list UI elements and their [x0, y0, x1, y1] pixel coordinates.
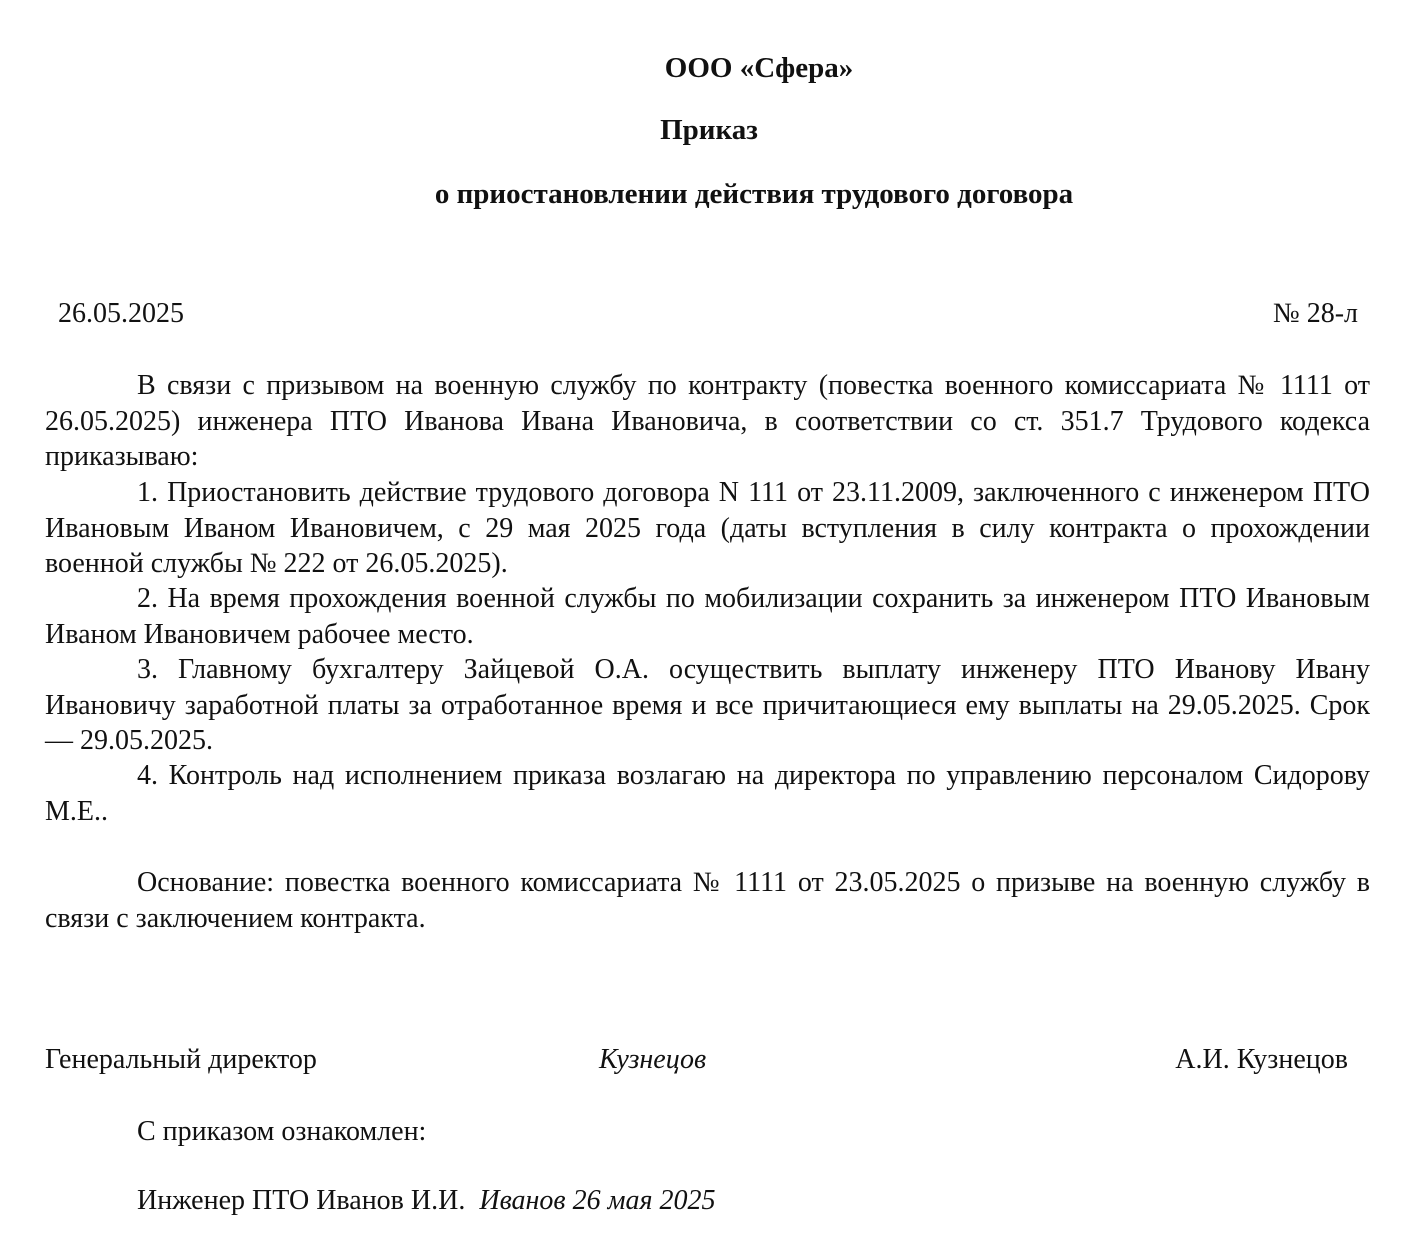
order-item-4: [45, 758, 1370, 829]
order-item-2: [45, 581, 1370, 652]
order-item-text: 1. Приостановить действие трудового договора N 111 от 23.11.2009, заключенного с инженером ПТО Ивановым Иваном Ивановичем, с 29 мая 2025 года (даты вступления в силу контракта о прохождении военной службы № 222 от 26.05.2025).: [45, 477, 1370, 579]
order-number: № 28-л: [1272, 298, 1358, 329]
director-handwritten-signature: Кузнецов: [599, 1044, 707, 1075]
director-signature-row: [45, 1040, 1348, 1080]
intro-paragraph: [45, 368, 1370, 475]
order-item-text: 4. Контроль над исполнением приказа возлагаю на директора по управлению персоналом Сидорову М.Е..: [45, 760, 1370, 827]
intro-text: В связи с призывом на военную службу по контракту (повестка военного комиссариата № 1111 от 26.05.2025) инженера ПТО Иванова Ивана Ивановича, в соответствии со ст. 351.7 Трудового кодекса приказываю:: [45, 370, 1370, 472]
organization-name: ООО «Сфера»: [664, 52, 854, 84]
order-item-3: [45, 652, 1370, 759]
order-item-text: 3. Главному бухгалтеру Зайцевой О.А. осуществить выплату инженеру ПТО Иванову Ивану Ивановичу заработной платы за отработанное время и все причитающиеся ему выплаты на 29.05.2025. Срок — 29.05.2025.: [45, 654, 1370, 756]
employee-handwritten-signature: Иванов 26 мая 2025: [479, 1185, 716, 1216]
order-date: 26.05.2025: [58, 298, 184, 329]
order-item-text: 2. На время прохождения военной службы по мобилизации сохранить за инженером ПТО Ивановым Иваном Ивановичем рабочее место.: [45, 583, 1370, 650]
acknowledgement-row: [137, 1183, 715, 1219]
order-item-1: [45, 475, 1370, 582]
basis-text: Основание: повестка военного комиссариата № 1111 от 23.05.2025 о призыве на военную службу в связи с заключением контракта.: [45, 867, 1370, 934]
acknowledgement-label: С приказом ознакомлен:: [137, 1116, 427, 1147]
signer-position: Генеральный директор: [45, 1044, 317, 1075]
document-subject: о приостановлении действия трудового договора: [434, 178, 1074, 210]
basis-paragraph: [45, 865, 1370, 936]
signer-full-name: А.И. Кузнецов: [1175, 1044, 1348, 1075]
employee-name: Инженер ПТО Иванов И.И.: [137, 1185, 466, 1216]
document-type: Приказ: [660, 114, 758, 146]
date-number-row: [58, 296, 1358, 332]
